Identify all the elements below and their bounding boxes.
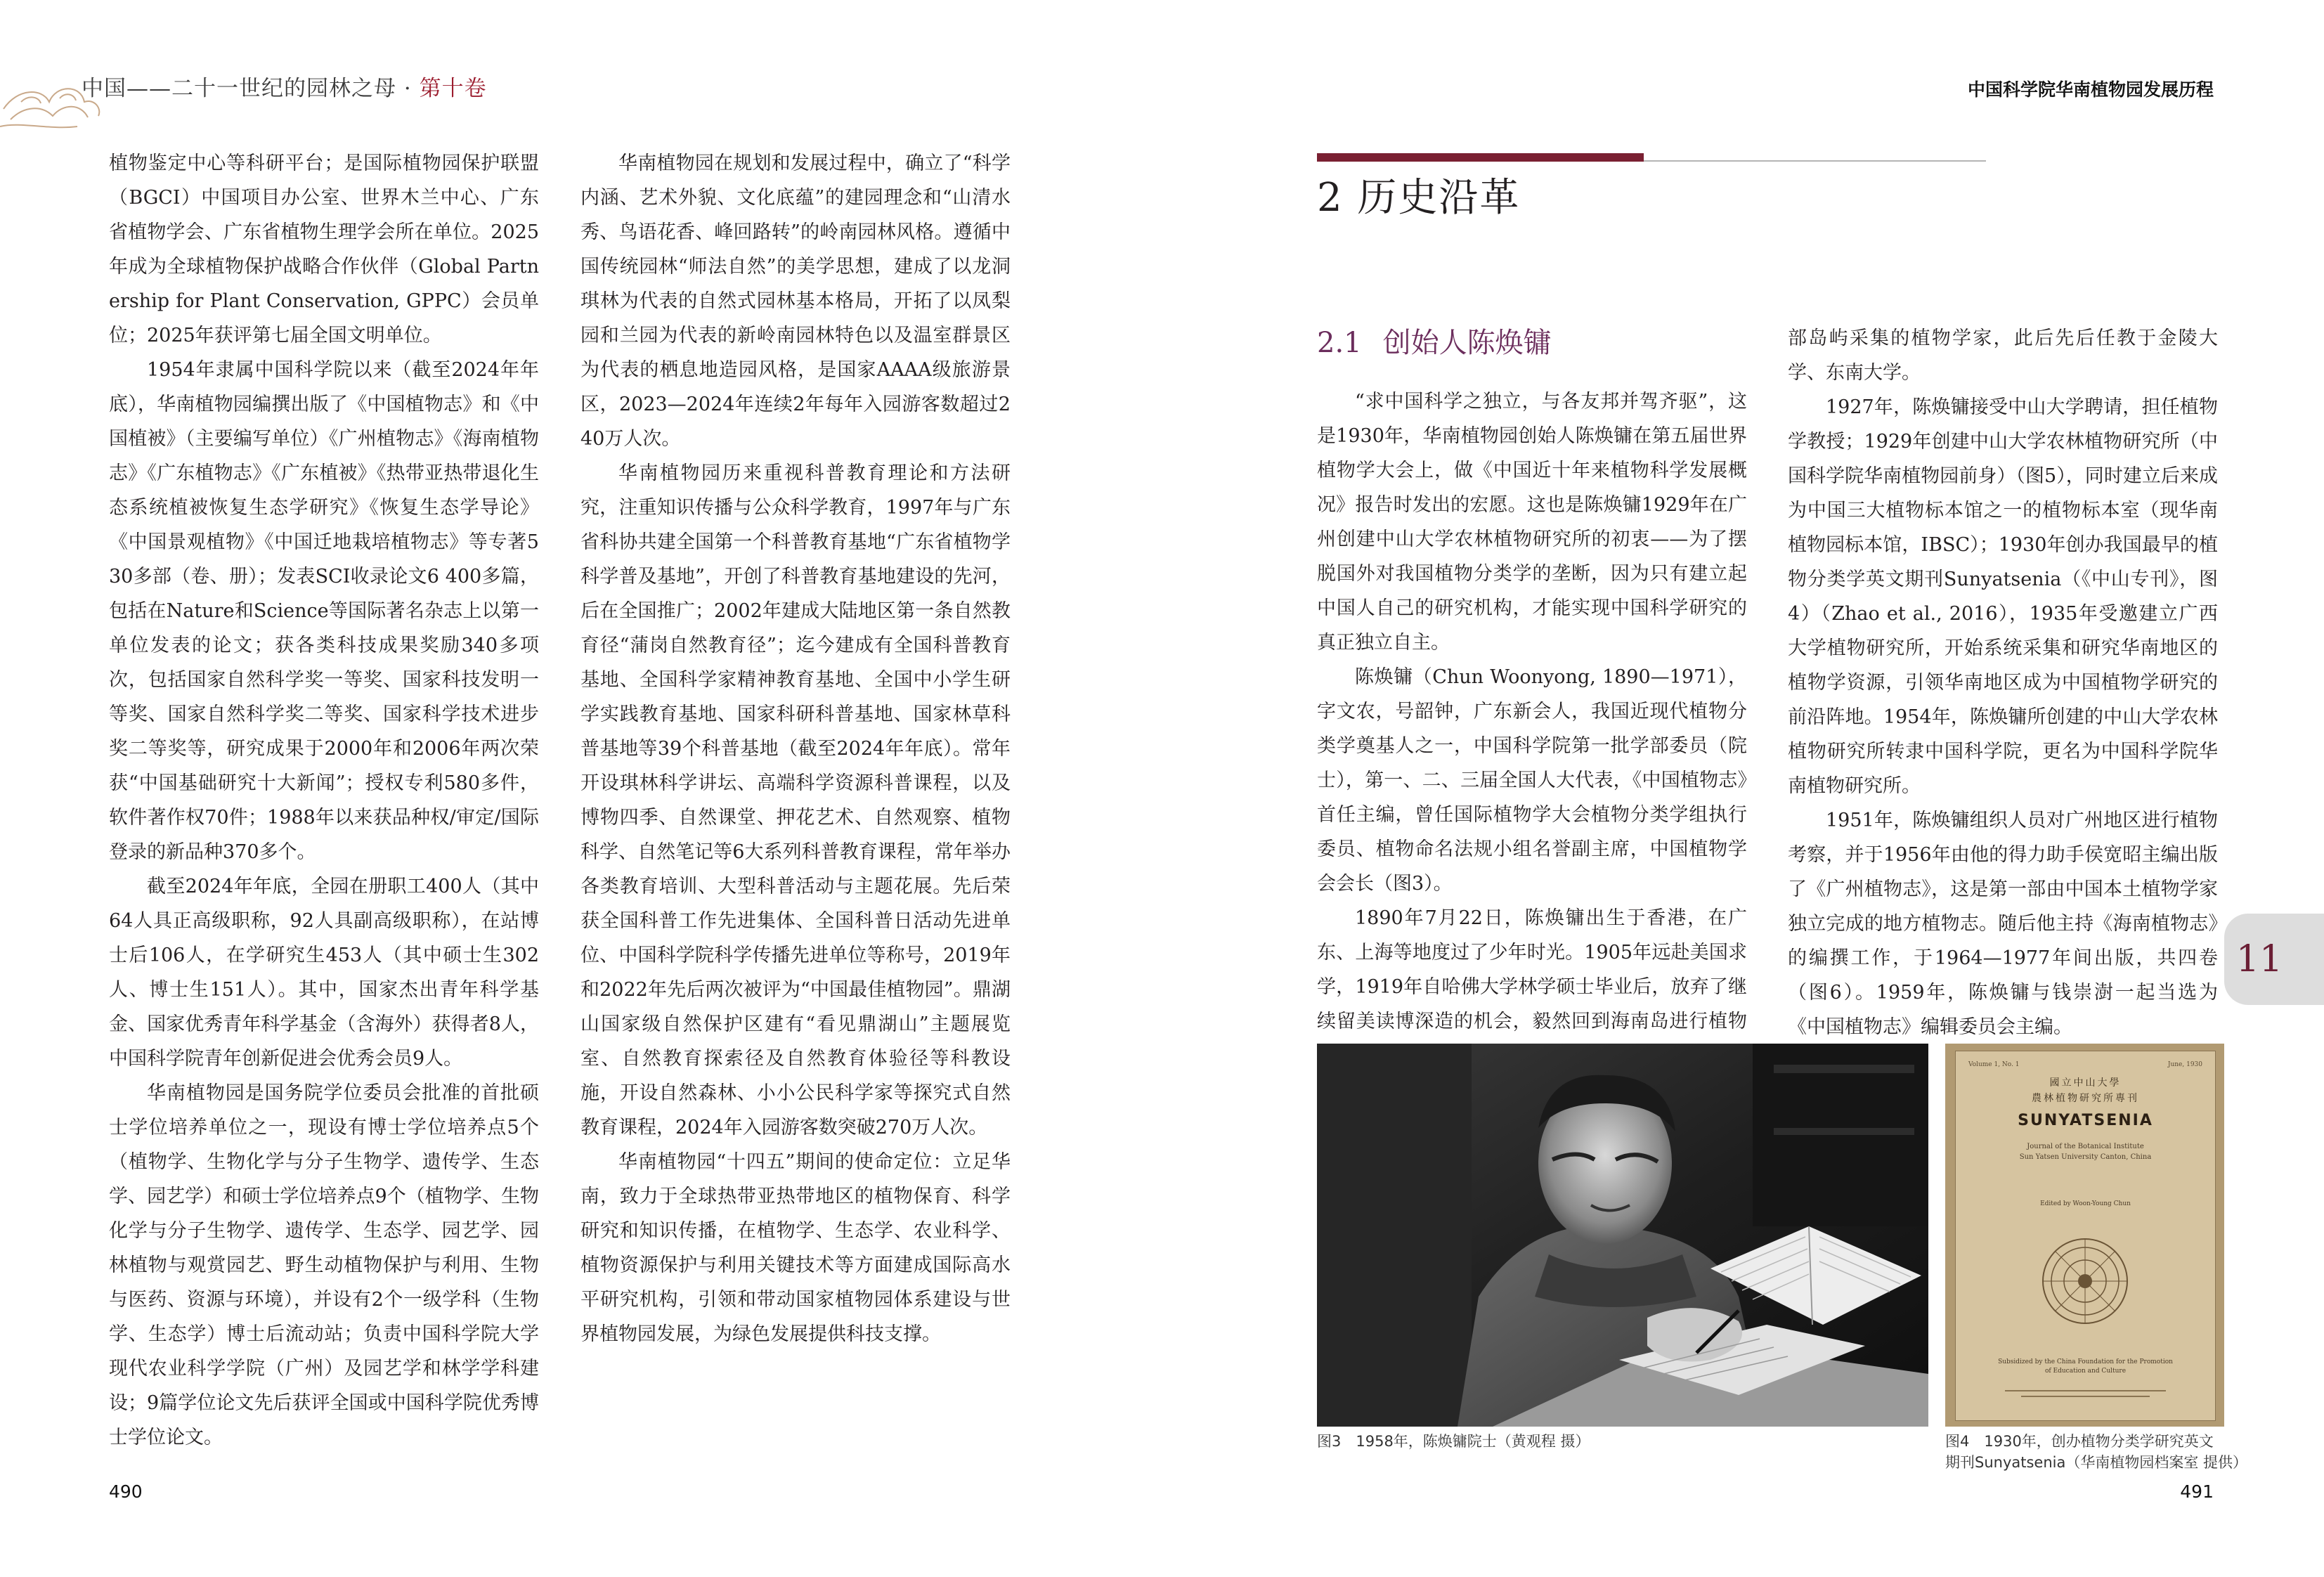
volume-label: 第十卷 bbox=[411, 76, 487, 101]
paragraph: “求中国科学之独立，与各友邦并驾齐驱”，这是1930年，华南植物园创始人陈焕镛在第五届世界植物学大会上，做《中国近十年来植物科学发展概况》报告时发出的宏愿。这也是陈焕镛1929年在广州创建中山大学农林植物研究所的初衷——为了摆脱国外对我国植物分类学的垄断，因为只有建立起中国人自己的研究机构，才能实现中国科学研究的真正独立自主。 bbox=[1317, 391, 1747, 654]
paragraph: 1954年隶属中国科学院以来（截至2024年年底），华南植物园编撰出版了《中国植物志》和《中国植被》（主要编写单位）《广州植物志》《海南植物志》《广东植物志》《广东植被》《热带亚热带退化生态系统植被恢复生态学研究》《恢复生态学导论》《中国景观植物》《中国迁地栽培植物志》等专著530多部（卷、册）；发表SCI收录论文6 400多篇，包括在Nature和Science等国际著名杂志上以第一单位发表的论文；获各类科技成果奖励340多项次，包括国家自然科学奖一等奖、国家科技发明一等奖、国家自然科学奖二等奖、国家科学技术进步奖二等奖等，研究成果于2000年和2006年两次荣获“中国基础研究十大新闻”；授权专利580多件，软件著作权70件；1988年以来获品种权/审定/国际登录的新品种370多个。 bbox=[109, 359, 539, 863]
journal-chinese-title-1: 國立中山大學 bbox=[2049, 1077, 2122, 1089]
figure-3-caption: 图3 1958年，陈焕镛院士（黄观程 摄） bbox=[1317, 1433, 1590, 1450]
chapter-tab bbox=[2224, 914, 2324, 1005]
paragraph: 陈焕镛（Chun Woonyong, 1890—1971），字文农，号韶钟，广东新会人，我国近现代植物分类学奠基人之一，中国科学院第一批学部委员（院士），第一、二、三届全国人大代表，《中国植物志》首任主编，曾任国际植物学大会植物分类学组执行委员、植物命名法规小组名誉副主席，中国植物学会会长（图3）。 bbox=[1317, 666, 1747, 895]
chapter-tab-number: 11 bbox=[2235, 938, 2283, 980]
subsection-heading bbox=[1317, 323, 1552, 363]
section-rule bbox=[1317, 153, 1986, 162]
left-page-column-2 bbox=[580, 146, 1011, 1351]
subsection-title: 创始人陈焕镛 bbox=[1382, 327, 1552, 359]
paragraph: 华南植物园是国务院学位委员会批准的首批硕士学位培养单位之一，现设有博士学位培养点5个（植物学、生物化学与分子生物学、遗传学、生态学、园艺学）和硕士学位培养点9个（植物学、生物化学与分子生物学、遗传学、生态学、园艺学、园林植物与观赏园艺、野生动植物保护与利用、生物与医药、资源与环境），并设有2个一级学科（生物学、生态学）博士后流动站；负责中国科学院大学现代农业科学学院（广州）及园艺学和林学学科建设；9篇学位论文先后获评全国或中国科学院优秀博士学位论文。 bbox=[109, 1082, 539, 1448]
journal-title: SUNYATSENIA bbox=[2018, 1112, 2153, 1129]
paragraph: 1927年，陈焕镛接受中山大学聘请，担任植物学教授；1929年创建中山大学农林植物研究所（中国科学院华南植物园前身）（图5），同时建立后来成为中国三大植物标本馆之一的植物标本室（现华南植物园标本馆，IBSC）；1930年创办我国最早的植物分类学英文期刊Sunyatsenia（《中山专刊》，图4）（Zhao et al., 2016），1935年受邀建立广西大学植物研究所，开始系统采集和研究华南地区的植物学资源，引领华南地区成为中国植物学研究的前沿阵地。1954年，陈焕镛所创建的中山大学农林植物研究所转隶中国科学院，更名为中国科学院华南植物研究所。 bbox=[1788, 396, 2218, 797]
left-page-column-1 bbox=[109, 146, 539, 1455]
book-title: 中国——二十一世纪的园林之母 · bbox=[82, 76, 412, 101]
journal-publisher-note: Subsidized by the China Foundation for the Promotion of Education and Culture bbox=[1998, 1358, 2173, 1375]
seal-emblem-icon bbox=[2039, 1235, 2131, 1327]
paragraph: 部岛屿采集的植物学家，此后先后任教于金陵大学、东南大学。 bbox=[1788, 327, 2218, 384]
journal-volume-info: Volume 1, No. 1 bbox=[1968, 1061, 2020, 1068]
running-header-left bbox=[82, 70, 487, 102]
journal-footer-lines bbox=[2005, 1390, 2166, 1404]
page-number-left: 490 bbox=[109, 1481, 143, 1502]
journal-cover-page bbox=[1955, 1051, 2216, 1421]
figure-4-caption-line-2: 期刊Sunyatsenia（华南植物园档案室 提供） bbox=[1945, 1454, 2248, 1471]
paragraph: 植物鉴定中心等科研平台；是国际植物园保护联盟（BGCI）中国项目办公室、世界木兰中心、广东省植物学会、广东省植物生理学会所在单位。2025年成为全球植物保护战略合作伙伴（Global Partnership for Plant Conservation, GPPC）会员单位；2025年获评第七届全国文明单位。 bbox=[109, 152, 539, 346]
journal-chinese-title-2: 農林植物研究所專刊 bbox=[2032, 1093, 2139, 1104]
journal-date: June, 1930 bbox=[2167, 1061, 2202, 1068]
journal-editor: Edited by Woon-Young Chun bbox=[2040, 1200, 2131, 1207]
right-page-column-1 bbox=[1317, 384, 1747, 1073]
right-page-column-2 bbox=[1788, 321, 2218, 1044]
paragraph: 1951年，陈焕镛组织人员对广州地区进行植物考察，并于1956年由他的得力助手侯宽昭主编出版了《广州植物志》，这是第一部由中国本土植物学家独立完成的地方植物志。随后他主持《海南植物志》的编撰工作，于1964—1977年间出版，共四卷（图6）。1959年，陈焕镛与钱崇澍一起当选为《中国植物志》编辑委员会主编。 bbox=[1788, 810, 2218, 1038]
paragraph: 华南植物园历来重视科普教育理论和方法研究，注重知识传播与公众科学教育，1997年与广东省科协共建全国第一个科普教育基地“广东省植物学科学普及基地”，开创了科普教育基地建设的先河，后在全国推广；2002年建成大陆地区第一条自然教育径“蒲岗自然教育径”；迄今建成有全国科普教育基地、全国科学家精神教育基地、全国中小学生研学实践教育基地、国家科研科普基地、国家林草科普基地等39个科普基地（截至2024年年底）。常年开设琪林科学讲坛、高端科学资源科普课程，以及博物四季、自然课堂、押花艺术、自然观察、植物科学、自然笔记等6大系列科普教育课程，常年举办各类教育培训、大型科普活动与主题花展。先后荣获全国科普工作先进集体、全国科普日活动先进单位、中国科学院科学传播先进单位等称号，2019年和2022年先后两次被评为“中国最佳植物园”。鼎湖山国家级自然保护区建有“看见鼎湖山”主题展览室、自然教育探索径及自然教育体验径等科教设施，开设自然森林、小小公民科学家等探究式自然教育课程，2024年入园游客数突破270万人次。 bbox=[580, 462, 1011, 1138]
figure-4-journal-cover bbox=[1945, 1044, 2224, 1427]
subsection-number: 2.1 bbox=[1317, 327, 1362, 359]
section-title: 2 历史沿革 bbox=[1317, 175, 1521, 221]
figure-4-caption bbox=[1945, 1431, 2248, 1473]
figure-3-photo bbox=[1317, 1044, 1928, 1427]
running-header-right: 中国科学院华南植物园发展历程 bbox=[1967, 79, 2214, 100]
paragraph: 华南植物园在规划和发展过程中，确立了“科学内涵、艺术外貌、文化底蕴”的建园理念和“山清水秀、鸟语花香、峰回路转”的岭南园林风格。遵循中国传统园林“师法自然”的美学思想，建成了以龙洞琪林为代表的自然式园林基本格局，开拓了以凤梨园和兰园为代表的新岭南园林特色以及温室群景区为代表的栖息地造园风格，是国家AAAA级旅游景区，2023—2024年连续2年每年入园游客数超过240万人次。 bbox=[580, 152, 1011, 450]
paragraph: 截至2024年年底，全园在册职工400人（其中64人具正高级职称，92人具副高级职称），在站博士后106人，在学研究生453人（其中硕士生302人、博士生151人）。其中，国家杰出青年科学基金、国家优秀青年科学基金（含海外）获得者8人，中国科学院青年创新促进会优秀会员9人。 bbox=[109, 876, 539, 1070]
journal-subtitle: Journal of the Botanical Institute Sun Yatsen University Canton, China bbox=[2019, 1143, 2152, 1161]
figure-4-caption-line-1: 图4 1930年，创办植物分类学研究英文 bbox=[1945, 1433, 2214, 1450]
paragraph: 华南植物园“十四五”期间的使命定位：立足华南，致力于全球热带亚热带地区的植物保育、科学研究和知识传播，在植物学、生态学、农业科学、植物资源保护与利用关键技术等方面建成国际高水平研究机构，引领和带动国家植物园体系建设与世界植物园发展，为绿色发展提供科技支撑。 bbox=[580, 1151, 1011, 1345]
page-number-right: 491 bbox=[2180, 1481, 2214, 1502]
paragraph: 1890年7月22日，陈焕镛出生于香港，在广东、上海等地度过了少年时光。1905年远赴美国求学，1919年自哈佛大学林学硕士毕业后，放弃了继续留美读博深造的机会，毅然回到海南岛进行植物 bbox=[1317, 907, 1747, 1032]
